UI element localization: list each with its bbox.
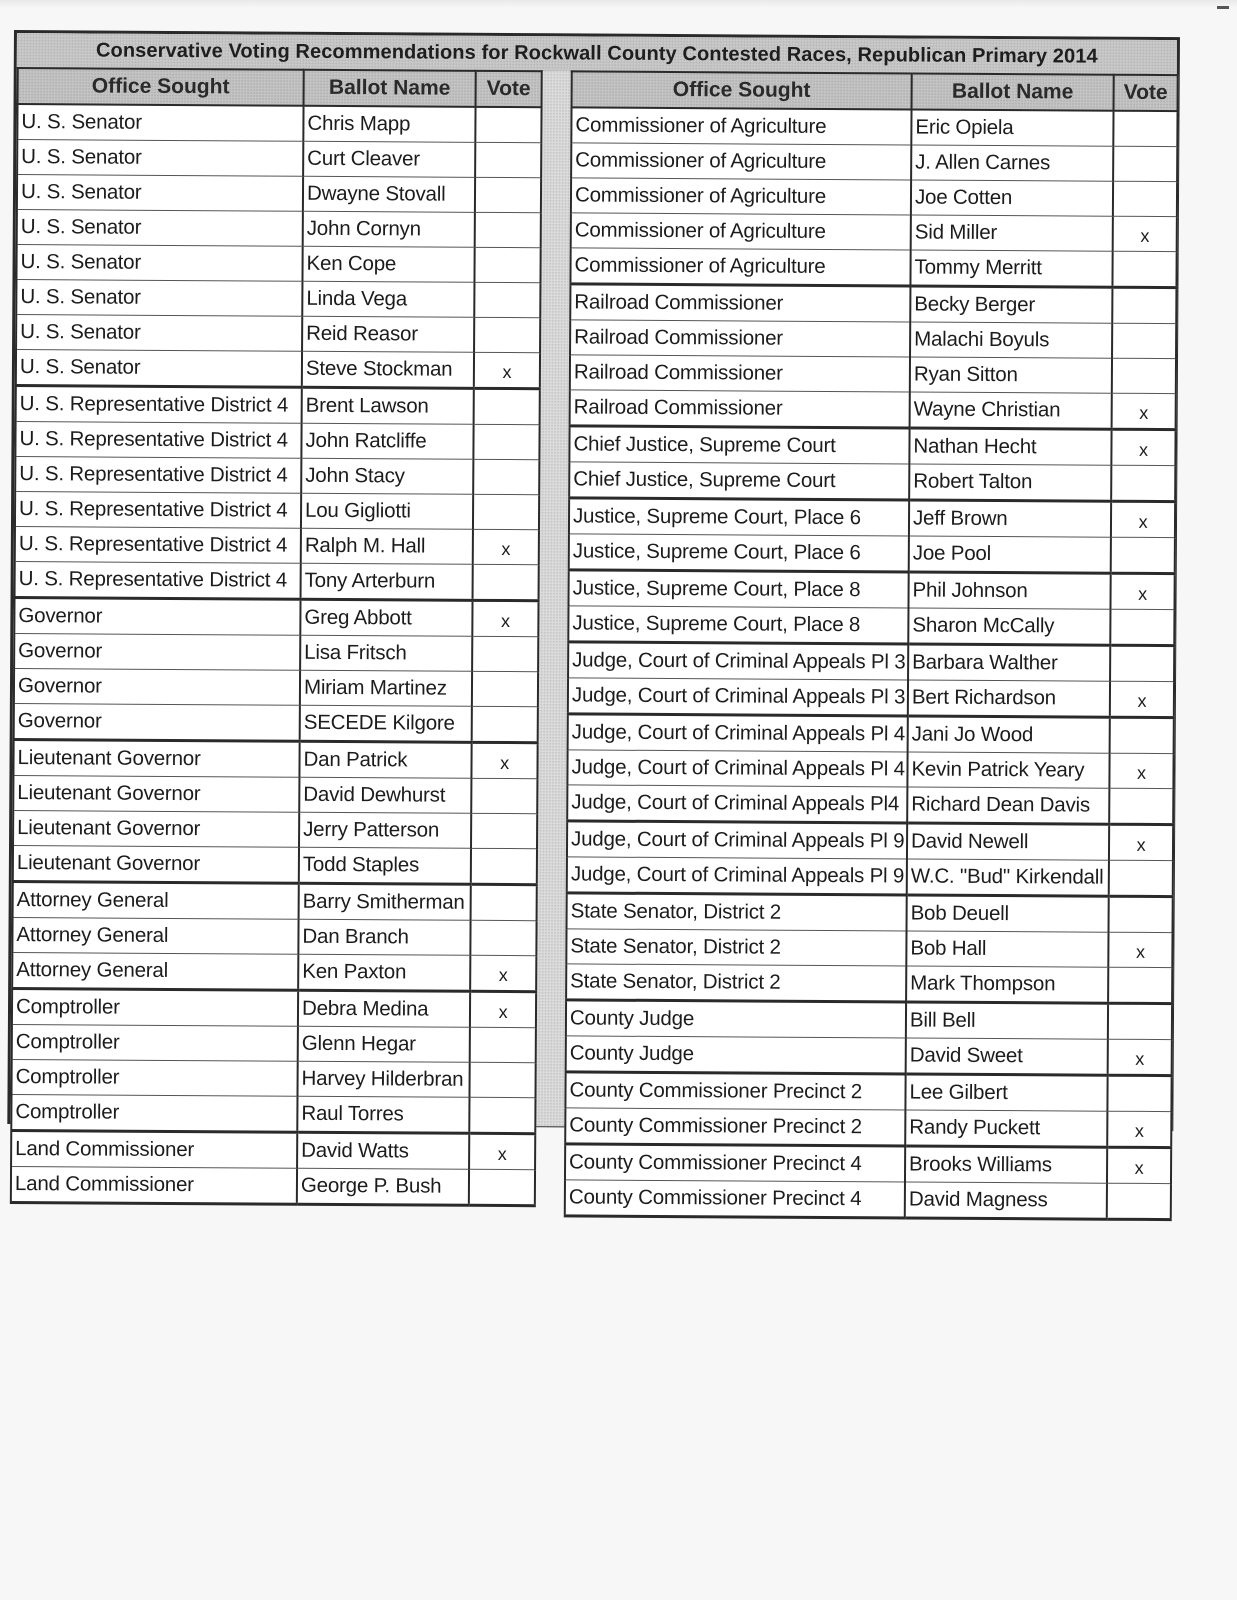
ballot-name-cell: Randy Puckett — [905, 1110, 1107, 1147]
ballot-name-cell: Bert Richardson — [908, 680, 1110, 717]
vote-cell — [471, 848, 537, 884]
ballot-name-cell: Wayne Christian — [910, 392, 1112, 429]
vote-header: Vote — [1114, 75, 1178, 111]
right-table-body — [565, 107, 1178, 1219]
table-row — [571, 213, 1177, 252]
table-row — [17, 140, 541, 178]
table-row — [14, 704, 538, 743]
ballot-name-cell: J. Allen Carnes — [911, 145, 1113, 181]
table-row — [568, 606, 1174, 646]
table-row — [571, 107, 1177, 146]
office-header: Office Sought — [572, 71, 912, 109]
ballot-name-cell: Joe Cotten — [911, 180, 1113, 216]
table-row — [16, 280, 540, 318]
vote-cell: x — [1108, 932, 1172, 967]
office-cell: Justice, Supreme Court, Place 6 — [569, 534, 909, 572]
office-cell: U. S. Senator — [16, 350, 302, 388]
vote-cell — [1113, 181, 1177, 216]
vote-cell — [472, 671, 538, 706]
vote-cell — [474, 282, 540, 317]
vote-cell: x — [471, 742, 537, 778]
scan-edge — [0, 0, 1237, 8]
vote-cell — [1110, 645, 1174, 681]
office-cell: Chief Justice, Supreme Court — [569, 462, 909, 500]
ballot-name-cell: Tony Arterburn — [301, 563, 473, 600]
table-row — [14, 598, 538, 637]
ballot-name-cell: Robert Talton — [909, 464, 1111, 501]
table-row — [13, 776, 537, 814]
office-cell: Railroad Commissioner — [570, 390, 910, 428]
ballot-name-cell: Malachi Boyuls — [910, 322, 1112, 358]
office-cell: Railroad Commissioner — [570, 284, 910, 322]
table-row — [568, 678, 1174, 718]
table-row — [566, 1036, 1172, 1076]
ballot-name-cell: Curt Cleaver — [303, 141, 475, 177]
ballot-name-cell: Joe Pool — [909, 536, 1111, 573]
table-row — [565, 1072, 1171, 1112]
ballot-name-cell: Richard Dean Davis — [907, 787, 1109, 824]
table-row — [565, 1180, 1171, 1220]
table-row — [16, 315, 540, 353]
ballot-name-cell: Miriam Martinez — [300, 670, 472, 706]
office-cell: Comptroller — [11, 1060, 297, 1097]
table-row — [569, 498, 1175, 538]
ballot-name-cell: Eric Opiela — [911, 109, 1113, 146]
ballot-name-cell: Dan Branch — [298, 919, 470, 955]
vote-cell — [475, 107, 541, 143]
ballot-name-cell: SECEDE Kilgore — [300, 705, 472, 742]
table-row — [11, 1060, 535, 1098]
table-row — [571, 178, 1177, 217]
vote-cell: x — [1107, 1111, 1171, 1147]
table-row — [569, 426, 1175, 466]
table-row — [568, 714, 1174, 754]
office-cell: U. S. Representative District 4 — [15, 422, 301, 459]
table-row — [16, 245, 540, 283]
office-cell: Judge, Court of Criminal Appeals Pl 4 — [567, 750, 907, 787]
table-row — [11, 1167, 535, 1206]
table-row — [11, 1095, 535, 1134]
table-row — [16, 386, 540, 425]
vote-cell — [469, 1062, 535, 1097]
vote-cell: x — [1110, 681, 1174, 717]
office-cell: County Judge — [566, 1036, 906, 1074]
table-row — [12, 989, 536, 1028]
ballot-name-cell: Sharon McCally — [908, 608, 1110, 645]
table-row — [13, 882, 537, 921]
table-row — [568, 642, 1174, 682]
ballot-name-cell: Greg Abbott — [300, 599, 472, 636]
office-cell: U. S. Representative District 4 — [15, 492, 301, 529]
ballot-name-cell: Raul Torres — [297, 1096, 469, 1133]
vote-cell: x — [1109, 753, 1173, 788]
table-row — [570, 284, 1176, 324]
ballot-name-cell: Linda Vega — [302, 281, 474, 317]
ballot-name-cell: David Magness — [905, 1182, 1107, 1219]
vote-cell: x — [1110, 573, 1174, 609]
scan-mark — [1217, 6, 1229, 9]
office-cell: Justice, Supreme Court, Place 6 — [569, 498, 909, 536]
ballot-name-cell: Steve Stockman — [302, 351, 474, 388]
office-cell: U. S. Representative District 4 — [15, 562, 301, 600]
office-cell: Commissioner of Agriculture — [571, 213, 911, 250]
vote-header: Vote — [476, 71, 542, 107]
office-cell: Chief Justice, Supreme Court — [569, 426, 909, 464]
vote-cell — [474, 388, 540, 424]
vote-cell: x — [472, 600, 538, 636]
ballot-name-cell: Jeff Brown — [909, 500, 1111, 537]
office-cell: Attorney General — [12, 918, 298, 955]
left-header-row — [18, 68, 542, 107]
vote-cell — [470, 920, 536, 955]
table-row — [565, 1108, 1171, 1148]
office-cell: Commissioner of Agriculture — [571, 143, 911, 180]
office-cell: U. S. Representative District 4 — [16, 386, 302, 424]
office-cell: Land Commissioner — [11, 1167, 297, 1205]
ballot-name-cell: John Cornyn — [303, 211, 475, 247]
vote-cell: x — [1111, 501, 1175, 537]
ballot-name-cell: Chris Mapp — [303, 106, 475, 143]
table-row — [567, 821, 1173, 861]
office-cell: U. S. Senator — [16, 280, 302, 317]
table-row — [13, 846, 537, 885]
ballot-name-cell: Dan Patrick — [299, 741, 471, 778]
table-row — [17, 210, 541, 248]
table-row — [12, 1025, 536, 1063]
office-cell: Judge, Court of Criminal Appeals Pl 3 — [568, 642, 908, 680]
office-cell: Justice, Supreme Court, Place 8 — [568, 570, 908, 608]
vote-cell: x — [473, 529, 539, 564]
ballot-name-cell: Kevin Patrick Yeary — [907, 752, 1109, 788]
vote-cell — [474, 317, 540, 352]
office-cell: State Senator, District 2 — [566, 964, 906, 1002]
vote-cell — [473, 459, 539, 494]
ballot-name-cell: Brent Lawson — [302, 387, 474, 424]
vote-cell — [1107, 1183, 1171, 1219]
sheet-title: Conservative Voting Recommendations for Rockwall County Contested Races, Republican Primary 2014 — [17, 33, 1177, 76]
office-cell: U. S. Senator — [16, 315, 302, 352]
vote-cell — [473, 494, 539, 529]
office-cell: State Senator, District 2 — [567, 893, 907, 931]
table-row — [569, 534, 1175, 574]
table-row — [570, 248, 1176, 288]
vote-cell: x — [470, 955, 536, 991]
ballot-name-cell: Glenn Hegar — [298, 1026, 470, 1062]
office-cell: Lieutenant Governor — [13, 776, 299, 813]
office-cell: Lieutenant Governor — [13, 740, 299, 778]
vote-cell — [1112, 358, 1176, 393]
vote-cell — [1108, 1003, 1172, 1039]
table-row — [566, 964, 1172, 1004]
vote-cell — [473, 564, 539, 600]
ballot-name-cell: David Watts — [297, 1132, 469, 1169]
ballot-name-cell: Lou Gigliotti — [301, 493, 473, 529]
office-cell: Judge, Court of Criminal Appeals Pl 4 — [568, 714, 908, 752]
office-cell: Judge, Court of Criminal Appeals Pl 9 — [567, 821, 907, 859]
vote-cell — [471, 778, 537, 813]
table-row — [12, 918, 536, 956]
ballot-name-cell: John Stacy — [301, 458, 473, 494]
vote-cell — [474, 247, 540, 282]
office-cell: Commissioner of Agriculture — [570, 248, 910, 286]
table-row — [570, 320, 1176, 359]
ballot-name-cell: Tommy Merritt — [910, 250, 1112, 287]
office-cell: Railroad Commissioner — [570, 320, 910, 357]
office-cell: Justice, Supreme Court, Place 8 — [568, 606, 908, 644]
ballot-name-cell: Lee Gilbert — [905, 1074, 1107, 1111]
vote-cell — [471, 884, 537, 920]
office-cell: Comptroller — [12, 1025, 298, 1062]
vote-cell — [469, 1097, 535, 1133]
table-row — [14, 634, 538, 672]
ballot-name-cell: Ralph M. Hall — [301, 528, 473, 564]
office-cell: Lieutenant Governor — [13, 846, 299, 884]
table-row — [567, 857, 1173, 897]
office-cell: County Judge — [566, 1000, 906, 1038]
table-row — [567, 750, 1173, 789]
table-row — [15, 422, 539, 460]
office-cell: Governor — [14, 669, 300, 706]
office-cell: Governor — [14, 704, 300, 742]
vote-cell — [1110, 609, 1174, 645]
office-cell: Judge, Court of Criminal Appeals Pl4 — [567, 785, 907, 823]
office-cell: U. S. Senator — [16, 245, 302, 282]
ballot-name-cell: Phil Johnson — [908, 572, 1110, 609]
ballot-name-cell: George P. Bush — [297, 1168, 469, 1205]
table-row — [11, 1131, 535, 1170]
ballot-name-cell: Ken Paxton — [298, 954, 470, 991]
name-header: Ballot Name — [912, 73, 1114, 110]
office-cell: Land Commissioner — [11, 1131, 297, 1169]
office-cell: U. S. Representative District 4 — [15, 527, 301, 564]
table-row — [571, 143, 1177, 182]
ballot-name-cell: Nathan Hecht — [909, 428, 1111, 465]
ballot-name-cell: Bill Bell — [906, 1002, 1108, 1039]
office-cell: County Commissioner Precinct 2 — [565, 1108, 905, 1146]
vote-cell — [472, 706, 538, 742]
ballot-name-cell: Mark Thompson — [906, 966, 1108, 1003]
office-cell: U. S. Senator — [17, 104, 303, 141]
ballot-name-cell: Jani Jo Wood — [908, 716, 1110, 753]
vote-cell — [470, 1027, 536, 1062]
office-cell: Judge, Court of Criminal Appeals Pl 9 — [567, 857, 907, 895]
office-cell: State Senator, District 2 — [566, 929, 906, 966]
office-cell: Governor — [14, 634, 300, 671]
office-cell: U. S. Representative District 4 — [15, 457, 301, 494]
ballot-name-cell: Todd Staples — [299, 847, 471, 884]
vote-cell — [1113, 111, 1177, 147]
office-cell: U. S. Senator — [17, 210, 303, 247]
table-row — [15, 457, 539, 495]
ballot-name-cell: Ken Cope — [302, 246, 474, 282]
table-row — [13, 740, 537, 779]
table-row — [15, 527, 539, 565]
table-row — [568, 570, 1174, 610]
table-row — [567, 785, 1173, 825]
vote-cell — [1109, 896, 1173, 932]
ballot-name-cell: Reid Reasor — [302, 316, 474, 352]
office-cell: Comptroller — [12, 989, 298, 1027]
ballot-name-cell: Sid Miller — [911, 215, 1113, 251]
ballot-name-cell: John Ratcliffe — [301, 423, 473, 459]
table-row — [566, 1000, 1172, 1040]
vote-cell — [1109, 788, 1173, 824]
ballot-name-cell: Barbara Walther — [908, 644, 1110, 681]
office-cell: Railroad Commissioner — [570, 355, 910, 392]
ballot-name-cell: Harvey Hilderbran — [297, 1061, 469, 1097]
ballot-name-cell: Bob Deuell — [907, 895, 1109, 932]
ballot-name-cell: Bob Hall — [906, 931, 1108, 967]
table-row — [17, 104, 541, 143]
vote-cell — [475, 142, 541, 177]
office-cell: Commissioner of Agriculture — [571, 178, 911, 215]
vote-cell — [469, 1169, 535, 1205]
vote-cell — [472, 636, 538, 671]
office-cell: Attorney General — [13, 882, 299, 920]
ballot-name-cell: Dwayne Stovall — [303, 176, 475, 212]
table-row — [570, 390, 1176, 430]
table-row — [15, 492, 539, 530]
vote-cell — [1108, 967, 1172, 1003]
office-cell: Attorney General — [12, 953, 298, 991]
vote-cell: x — [1108, 1039, 1172, 1075]
vote-cell: x — [469, 1133, 535, 1169]
ballot-name-cell: Ryan Sitton — [910, 357, 1112, 393]
vote-cell — [475, 212, 541, 247]
vote-cell: x — [1113, 216, 1177, 251]
vote-cell — [1111, 537, 1175, 573]
table-row — [13, 811, 537, 849]
vote-cell — [471, 813, 537, 848]
vote-cell: x — [1109, 824, 1173, 860]
ballot-name-cell: Jerry Patterson — [299, 812, 471, 848]
name-header: Ballot Name — [304, 70, 476, 107]
vote-cell — [1110, 717, 1174, 753]
vote-cell: x — [1111, 429, 1175, 465]
ballot-name-cell: David Sweet — [906, 1038, 1108, 1075]
office-cell: County Commissioner Precinct 4 — [565, 1180, 905, 1218]
ballot-name-cell: David Dewhurst — [299, 777, 471, 813]
vote-cell — [1112, 287, 1176, 323]
recommendations-sheet — [7, 30, 1180, 1212]
ballot-name-cell: Brooks Williams — [905, 1146, 1107, 1183]
right-table — [564, 70, 1179, 1221]
vote-cell — [1112, 251, 1176, 287]
office-cell: Governor — [14, 598, 300, 636]
ballot-name-cell: W.C. "Bud" Kirkendall — [907, 859, 1109, 896]
table-row — [15, 562, 539, 601]
table-row — [14, 669, 538, 707]
office-cell: County Commissioner Precinct 2 — [565, 1072, 905, 1110]
left-table — [10, 67, 543, 1207]
vote-cell: x — [474, 352, 540, 388]
vote-cell — [475, 177, 541, 212]
ballot-name-cell: David Newell — [907, 823, 1109, 860]
vote-cell — [1111, 465, 1175, 501]
vote-cell — [1112, 323, 1176, 358]
office-cell: Judge, Court of Criminal Appeals Pl 3 — [568, 678, 908, 716]
table-row — [570, 355, 1176, 394]
office-header: Office Sought — [18, 68, 304, 106]
office-cell: Lieutenant Governor — [13, 811, 299, 848]
office-cell: County Commissioner Precinct 4 — [565, 1144, 905, 1182]
vote-cell — [473, 424, 539, 459]
left-table-body — [11, 104, 542, 1206]
vote-cell: x — [1112, 393, 1176, 429]
vote-cell: x — [470, 991, 536, 1027]
ballot-name-cell: Becky Berger — [910, 286, 1112, 323]
vote-cell — [1107, 1075, 1171, 1111]
table-row — [567, 893, 1173, 933]
table-row — [565, 1144, 1171, 1184]
office-cell: Comptroller — [11, 1095, 297, 1133]
vote-cell — [1113, 146, 1177, 181]
table-row — [569, 462, 1175, 502]
right-header-row — [572, 71, 1178, 111]
office-cell: Commissioner of Agriculture — [571, 107, 911, 145]
vote-cell: x — [1107, 1147, 1171, 1183]
office-cell: U. S. Senator — [17, 175, 303, 212]
vote-cell — [1109, 860, 1173, 896]
table-row — [566, 929, 1172, 968]
ballot-name-cell: Lisa Fritsch — [300, 635, 472, 671]
table-row — [16, 350, 540, 389]
table-row — [12, 953, 536, 992]
table-row — [17, 175, 541, 213]
office-cell: U. S. Senator — [17, 140, 303, 177]
ballot-name-cell: Barry Smitherman — [299, 883, 471, 920]
ballot-name-cell: Debra Medina — [298, 990, 470, 1027]
